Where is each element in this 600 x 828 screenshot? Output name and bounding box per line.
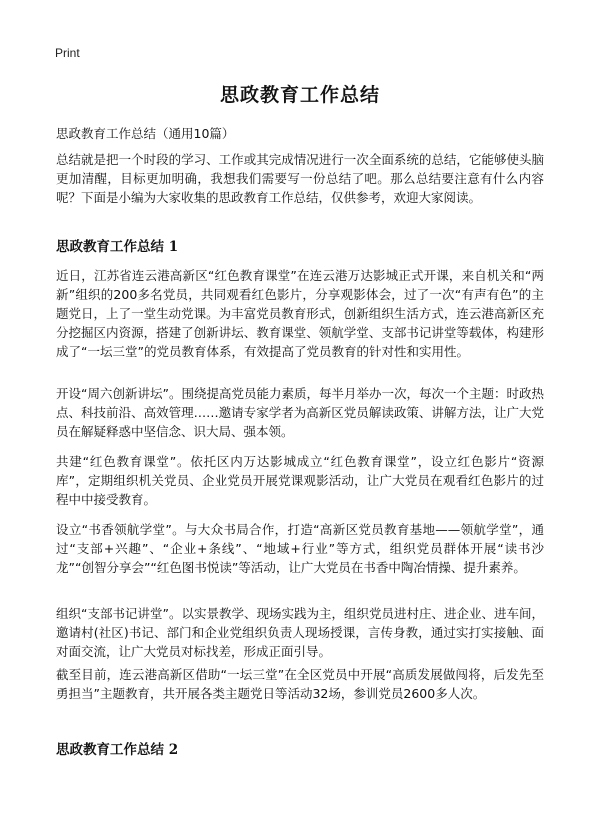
section1-paragraph-2: 开设“周六创新讲坛”。围绕提高党员能力素质，每半月举办一次，每次一个主题：时政热点、科技前沿、高效管理……邀请专家学者为高新区党员解读政策、讲解方法，让广大党员在解疑释惑中坚信念、识大局、强本领。 (56, 386, 544, 439)
section-heading-1: 思政教育工作总结 1 (56, 239, 179, 255)
page-title: 思政教育工作总结 (219, 84, 380, 106)
section1-paragraph-1: 近日，江苏省连云港高新区“红色教育课堂”在连云港万达影城正式开课，来自机关和“两新”组织的200多名党员，共同观看红色影片，分享观影体会，过了一次“有声有色”的主题党日，上了一堂生动党课。为丰富党员教育形式，创新组织生活方式，连云港高新区充分挖掘区内资源，搭建了创新讲坛、教育课堂、领航学堂、支部书记讲堂等载体，构建形成了“一坛三堂”的党员教育体系，有效提高了党员教育的针对性和实用性。 (56, 268, 544, 359)
section1-paragraph-5: 组织“支部书记讲堂”。以实景教学、现场实践为主，组织党员进村庄、进企业、进车间，邀请村(社区)书记、部门和企业党组织负责人现场授课，言传身教，通过实打实接触、面对面交流，让广大党员对标找差，形成正面引导。 (56, 606, 544, 659)
section1-paragraph-3: 共建“红色教育课堂”。依托区内万达影城成立“红色教育课堂”，设立红色影片“资源库”，定期组织机关党员、企业党员开展党课观影活动，让广大党员在观看红色影片的过程中中接受教育。 (56, 454, 544, 507)
section1-paragraph-4: 设立“书香领航学堂”。与大众书局合作，打造“高新区党员教育基地——领航学堂”，通过“支部+兴趣”、“企业+条线”、“地域+行业”等方式，组织党员群体开展“读书沙龙”“创智分享会”“红色图书悦读”等活动，让广大党员在书香中陶冶情操、提升素养。 (56, 522, 544, 575)
section-heading-2: 思政教育工作总结 2 (56, 742, 179, 758)
document-subtitle: 思政教育工作总结（通用10篇） (56, 126, 235, 141)
section1-paragraph-6: 截至目前，连云港高新区借助“一坛三堂”在全区党员中开展“高质发展做闯将，后发先至勇担当”主题教育，共开展各类主题党日等活动32场，参训党员2600多人次。 (56, 667, 544, 701)
print-link[interactable]: Print (55, 46, 80, 60)
intro-paragraph: 总结就是把一个时段的学习、工作或其完成情况进行一次全面系统的总结，它能够使头脑更加清醒，目标更加明确，我想我们需要写一份总结了吧。那么总结要注意有什么内容呢？下面是小编为大家收集的思政教育工作总结，仅供参考，欢迎大家阅读。 (56, 152, 544, 205)
